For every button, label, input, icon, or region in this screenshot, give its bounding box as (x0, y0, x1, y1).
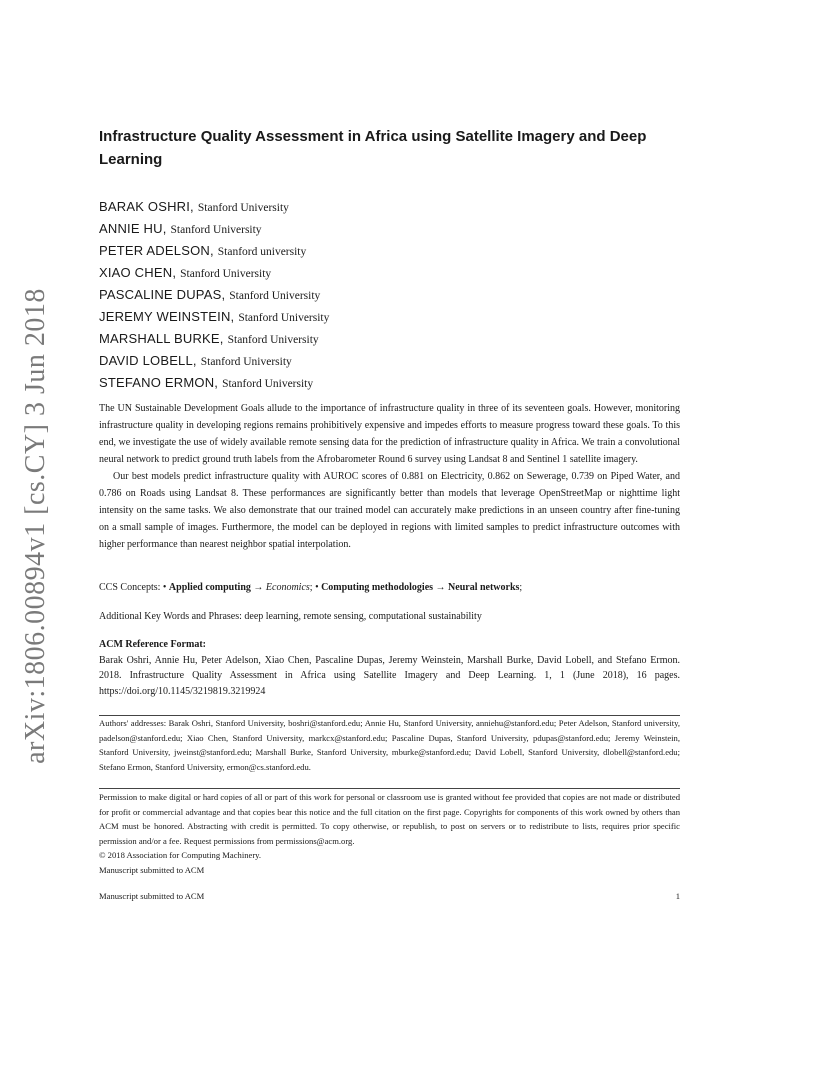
author-affiliation: Stanford University (227, 334, 319, 346)
author-entry (99, 306, 329, 328)
acm-reference-heading: ACM Reference Format: (99, 639, 206, 650)
author-affiliation: Stanford University (197, 202, 289, 214)
author-entry (99, 372, 329, 394)
author-affiliation: Stanford University (180, 268, 272, 280)
author-entry (99, 196, 329, 218)
keywords: Additional Key Words and Phrases: deep learning, remote sensing, computational sustainability (99, 611, 482, 622)
author-entry (99, 284, 329, 306)
ccs-concept-sub: Neural networks (448, 582, 520, 593)
ccs-concepts: CCS Concepts: • Applied computing → Economics; • Computing methodologies → Neural networks; (99, 582, 523, 593)
acm-reference-text: Barak Oshri, Annie Hu, Peter Adelson, Xiao Chen, Pascaline Dupas, Jeremy Weinstein, Marshall Burke, David Lobell, and Stefano Ermon. 2018. Infrastructure Quality Assessment in Africa using Satellite Imagery and Deep Learning. 1, 1 (June 2018), 16 pages. https://doi.org/10.1145/3219819.3219924 (99, 654, 680, 697)
author-entry (99, 328, 329, 350)
author-name: JEREMY WEINSTEIN, (99, 309, 235, 324)
right-arrow-icon: → (435, 582, 446, 593)
page-number: 1 (675, 891, 680, 901)
ccs-concept-main: Applied computing (168, 582, 251, 593)
author-name: MARSHALL BURKE, (99, 331, 224, 346)
author-name: STEFANO ERMON, (99, 375, 219, 390)
author-name: PASCALINE DUPAS, (99, 287, 226, 302)
ccs-concept-main: Computing methodologies (321, 582, 434, 593)
author-entry (99, 218, 329, 240)
ccs-label: CCS Concepts: (99, 582, 163, 593)
author-affiliation: Stanford university (217, 246, 307, 258)
divider (99, 788, 680, 789)
permission-text: Permission to make digital or hard copies of all or part of this work for personal or classroom use is granted without fee provided that copies are not made or distributed for profit or commercial advantage and that copies bear this notice and the full citation on the first page. Copyrights for components of this work owned by others than ACM must be honored. Abstracting with credit is permitted. To copy otherwise, or republish, to post on servers or to redistribute to lists, requires prior specific permission and/or a fee. Request permissions from permissions@acm.org. (99, 792, 680, 846)
copyright-line: © 2018 Association for Computing Machinery. (99, 850, 262, 861)
author-name: PETER ADELSON, (99, 243, 214, 258)
author-name: DAVID LOBELL, (99, 353, 197, 368)
author-affiliation: Stanford University (238, 312, 330, 324)
author-affiliation: Stanford University (170, 224, 262, 236)
bullet-icon: • (315, 582, 319, 593)
ccs-concept-sub: Economics (265, 582, 310, 593)
arxiv-identifier-stamp: arXiv:1806.00894v1 [cs.CY] 3 Jun 2018 (20, 288, 51, 764)
author-name: XIAO CHEN, (99, 265, 177, 280)
permission-notice (99, 790, 680, 878)
abstract (99, 400, 680, 553)
author-entry (99, 240, 329, 262)
right-arrow-icon: → (253, 582, 264, 593)
abstract-paragraph: The UN Sustainable Development Goals allude to the importance of infrastructure quality in three of its seventeen goals. However, monitoring infrastructure quality in developing regions remains prohibitively expensive and impedes efforts to measure progress toward these goals. To this end, we investigate the use of widely available remote sensing data for the prediction of infrastructure quality in Africa. We train a convolutional neural network to predict ground truth labels from the Afrobarometer Round 6 survey using Landsat 8 and Sentinel 1 satellite imagery. (99, 403, 680, 465)
author-affiliation: Stanford University (200, 356, 292, 368)
footer-venue: Manuscript submitted to ACM (99, 891, 205, 901)
authors-addresses: Authors' addresses: Barak Oshri, Stanford University, boshri@stanford.edu; Annie Hu, Stanford University, anniehu@stanford.edu; Peter Adelson, Stanford university, padelson@stanford.edu; Xiao Chen, Stanford University, markcx@stanford.edu; Pascaline Dupas, Stanford University, pdupas@stanford.edu; Jeremy Weinstein, Stanford University, jweinst@stanford.edu; Marshall Burke, Stanford University, mburke@stanford.edu; David Lobell, Stanford University, dlobell@stanford.edu; Stefano Ermon, Stanford University, ermon@cs.stanford.edu. (99, 718, 680, 772)
bullet-icon: • (162, 582, 167, 593)
paper-title: Infrastructure Quality Assessment in Africa using Satellite Imagery and Deep Learning (99, 128, 647, 168)
abstract-paragraph: Our best models predict infrastructure quality with AUROC scores of 0.881 on Electricity, 0.862 on Sewerage, 0.739 on Piped Water, and 0.786 on Roads using Landsat 8. These performances are significantly better than models that leverage OpenStreetMap or nighttime light intensity on the same tasks. We also demonstrate that our trained model can accurately make predictions in an unseen country after fine-tuning on a small sample of images. Furthermore, the model can be deployed in regions with limited samples to predict infrastructure outcomes with higher performance than nearest neighbor spatial interpolation. (99, 471, 680, 550)
acm-reference-format (99, 637, 680, 699)
author-name: BARAK OSHRI, (99, 199, 194, 214)
author-entry (99, 262, 329, 284)
author-affiliation: Stanford University (222, 378, 314, 390)
manuscript-note: Manuscript submitted to ACM (99, 864, 205, 875)
author-affiliation: Stanford University (229, 290, 321, 302)
author-name: ANNIE HU, (99, 221, 167, 236)
author-list (99, 196, 329, 394)
author-entry (99, 350, 329, 372)
